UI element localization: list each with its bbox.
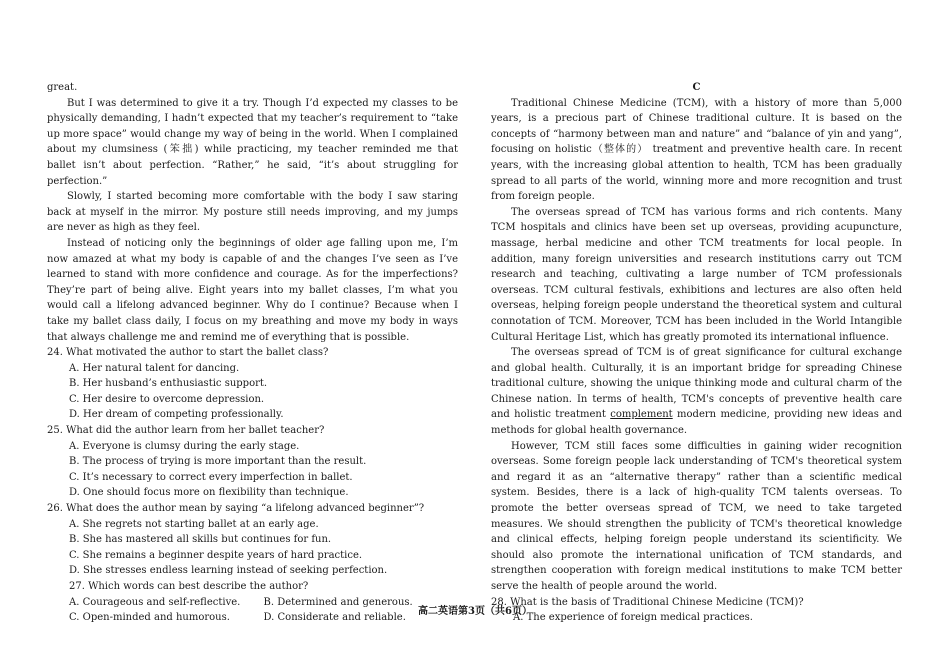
passage-paragraph: Slowly, I started becoming more comfortable with the body I saw staring back at myself in the mirror. My posture still needs improving, and my jumps are never as high as they feel. bbox=[47, 191, 458, 234]
page-footer: 高二英语第3页（共6页） bbox=[418, 606, 532, 617]
question-28: 28. What is the basis of Traditional Chinese Medicine (TCM)? bbox=[491, 596, 804, 608]
passage-paragraph: But I was determined to give it a try. Though I’d expected my classes to be physically demanding, I hadn’t expected that my teacher’s requirement to “take up more space” would change my way of being in the world. When I complained about my clumsiness (笨拙) while practicing, my teacher reminded me that ballet isn’t about perfection. “Rather,” he said, “it’s about struggling for perfection.” bbox=[47, 97, 458, 187]
right-column bbox=[491, 80, 902, 626]
left-column bbox=[47, 80, 458, 626]
option: A. The experience of foreign medical practices. bbox=[513, 612, 753, 624]
passage-paragraph: However, TCM still faces some difficulties in gaining wider recognition overseas. Some foreign people lack understanding of TCM's theoretical system and regard it as an “alternative therapy” rather than a scientific medical system. Besides, there is a lack of high-quality TCM talents overseas. To promote the better overseas spread of TCM, we need to take targeted measures. We should strengthen the publicity of TCM's theoretical knowledge and clinical effects, helping foreign people understand its scientificity. We should also promote the international unification of TCM standards, and strengthen cooperation with foreign medical institutions to make TCM better serve the health of people around the world. bbox=[491, 440, 902, 592]
question-26: 26. What does the author mean by saying “a lifelong advanced beginner”? bbox=[47, 503, 425, 515]
question-24: 24. What motivated the author to start the ballet class? bbox=[47, 347, 329, 359]
option: C. It’s necessary to correct every imperfection in ballet. bbox=[69, 471, 353, 483]
option: D. She stresses endless learning instead of seeking perfection. bbox=[69, 565, 388, 577]
passage-paragraph: Traditional Chinese Medicine (TCM), with a history of more than 5,000 years, is a precious part of Chinese traditional culture. It is based on the concepts of “harmony between man and nature” and “balance of yin and yang”, focusing on holistic（整体的） treatment and preventive health care. In recent years, with the increasing global attention to health, TCM has been gradually spread to all parts of the world, winning more and more recognition and trust from foreign people. bbox=[491, 97, 902, 203]
option: B. Her husband’s enthusiastic support. bbox=[69, 378, 268, 390]
option: C. Her desire to overcome depression. bbox=[69, 393, 265, 405]
option: A. Courageous and self-reflective. bbox=[69, 596, 241, 608]
section-heading: C bbox=[692, 82, 701, 93]
option: B. The process of trying is more important than the result. bbox=[69, 456, 367, 468]
option: D. One should focus more on flexibility than technique. bbox=[69, 487, 349, 499]
question-27: 27. Which words can best describe the author? bbox=[69, 581, 309, 592]
option: C. Open-minded and humorous. bbox=[69, 612, 230, 624]
passage-paragraph bbox=[491, 345, 902, 439]
option: B. Determined and generous. bbox=[263, 596, 413, 608]
passage-paragraph: Instead of noticing only the beginnings of older age falling upon me, I’m now amazed at what my body is capable of and the changes I’ve seen as I’ve learned to stand with more confidence and courage. As for the imperfections? They’re part of being alive. Eight years into my ballet classes, I’m what you would call a lifelong advanced beginner. Why do I continue? Because when I take my ballet class daily, I focus on my breathing and move my body in ways that always challenge me and remind me of everything that is possible. bbox=[47, 237, 458, 343]
option: D. Considerate and reliable. bbox=[263, 612, 406, 624]
option: D. Her dream of competing professionally. bbox=[69, 409, 284, 421]
paragraph-text: modern medicine, providing new ideas and methods for global health governance. bbox=[491, 409, 902, 437]
option: A. Her natural talent for dancing. bbox=[69, 362, 240, 374]
passage-paragraph: The overseas spread of TCM has various forms and rich contents. Many TCM hospitals and clinics have been set up overseas, providing acupuncture, massage, herbal medicine and other TCM treatments for local people. In addition, many foreign universities and research institutions carry out TCM research and teaching, cultivating a large number of TCM professionals overseas. TCM cultural festivals, exhibitions and lectures are also often held overseas, helping foreign people understand the theoretical system and cultural connotation of TCM. Moreover, TCM has been included in the World Intangible Cultural Heritage List, which has greatly promoted its international influence. bbox=[491, 206, 902, 343]
option: A. Everyone is clumsy during the early stage. bbox=[69, 440, 300, 452]
paragraph-text: The overseas spread of TCM is of great significance for cultural exchange and global health. Culturally, it is an important bridge for spreading Chinese traditional culture, showing the unique thinking mode and cultural charm of the Chinese nation. In terms of health, TCM's concepts of preventive health care and holistic treatment bbox=[491, 347, 902, 421]
option: B. She has mastered all skills but continues for fun. bbox=[69, 534, 332, 546]
option: C. She remains a beginner despite years of hard practice. bbox=[69, 549, 363, 561]
option: A. She regrets not starting ballet at an early age. bbox=[69, 518, 319, 530]
question-25: 25. What did the author learn from her ballet teacher? bbox=[47, 425, 325, 437]
underlined-word: complement bbox=[610, 409, 673, 421]
passage-fragment: great. bbox=[47, 82, 78, 93]
